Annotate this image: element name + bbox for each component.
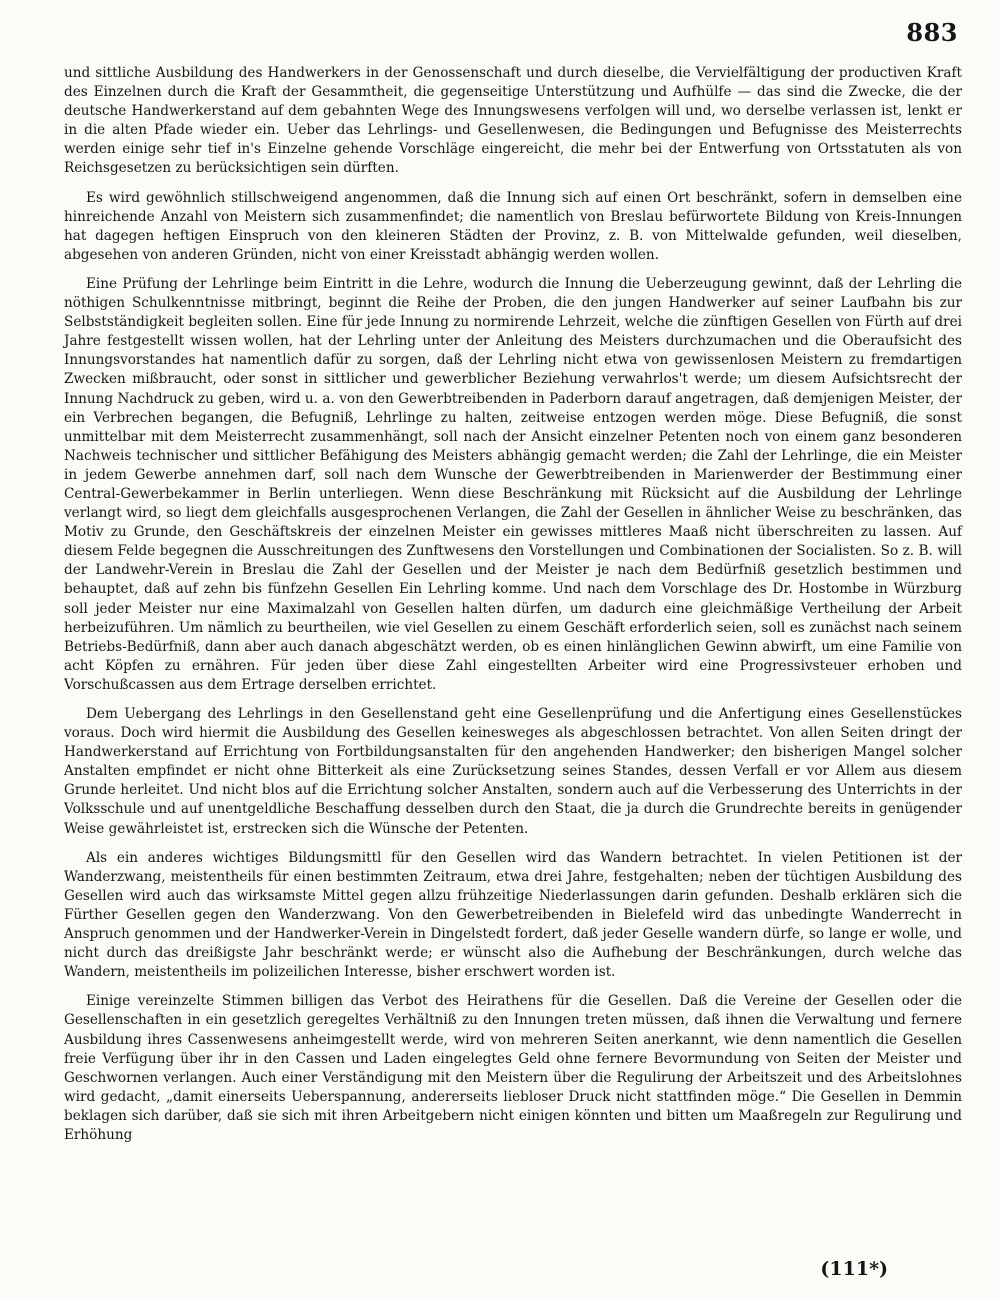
- signature-mark: (111*): [820, 1258, 888, 1280]
- paragraph: Eine Prüfung der Lehrlinge beim Eintritt in die Lehre, wodurch die Innung die Ueberzeugung gewinnt, daß der Lehrling die nöthigen Schulkenntnisse mitbringt, beginnt die Reihe der Proben, die den jungen Handwerker auf seiner Laufbahn bis zur Selbstständigkeit begleiten sollen. Eine für jede Innung zu normirende Lehrzeit, welche die zünftigen Gesellen von Fürth auf drei Jahre festgestellt wissen wollen, hat der Lehrling unter der Anleitung des Meisters durchzumachen und die Oberaufsicht des Innungsvorstandes hat namentlich dafür zu sorgen, daß der Lehrling nicht etwa von gewissenlosen Meistern zu fremdartigen Zwecken mißbraucht, oder sonst in sittlicher und gewerblicher Beziehung verwahrlos't werde; um diesem Aufsichtsrecht der Innung Nachdruck zu geben, wird u. a. von den Gewerbtreibenden in Paderborn darauf angetragen, daß demjenigen Meister, der ein Verbrechen begangen, die Befugniß, Lehrlinge zu halten, zeitweise entzogen werden möge. Diese Befugniß, die sonst unmittelbar mit dem Meisterrecht zusammenhängt, soll nach der Ansicht einzelner Petenten noch von einem ganz besonderen Nachweis technischer und sittlicher Befähigung des Meisters abhängig gemacht werden; die Zahl der Lehrlinge, die ein Meister in jedem Gewerbe annehmen darf, soll nach dem Wunsche der Gewerbtreibenden in Marienwerder der Bestimmung einer Central-Gewerbekammer in Berlin unterliegen. Wenn diese Beschränkung mit Rücksicht auf die Ausbildung der Lehrlinge verlangt wird, so liegt dem gleichfalls ausgesprochenen Verlangen, die Zahl der Gesellen in ähnlicher Weise zu beschränken, das Motiv zu Grunde, den Geschäftskreis der einzelnen Meister ein gewisses mittleres Maaß nicht überschreiten zu lassen. Auf diesem Felde begegnen die Ausschreitungen des Zunftwesens den Vorstellungen und Combinationen der Socialisten. So z. B. will der Landwehr-Verein in Breslau die Zahl der Gesellen und der Meister je nach dem Bedürfniß gesetzlich bestimmen und behauptet, daß auf zehn bis fünfzehn Gesellen Ein Lehrling komme. Und nach dem Vorschlage des Dr. Hostombe in Würzburg soll jeder Meister nur eine Maximalzahl von Gesellen halten dürfen, um dadurch eine gleichmäßige Vertheilung der Arbeit herbeizuführen. Um nämlich zu beurtheilen, wie viel Gesellen zu einem Geschäft erforderlich seien, soll es zunächst nach seinem Betriebs-Bedürfniß, dann aber auch danach abgeschätzt werden, ob es einen hinlänglichen Gewinn abwirft, um eine Familie von acht Köpfen zu ernähren. Für jeden über diese Zahl eingestellten Arbeiter wird eine Progressivsteuer erhoben und Vorschußcassen aus dem Ertrage derselben errichtet.: [64, 275, 962, 693]
- paragraph: Dem Uebergang des Lehrlings in den Gesellenstand geht eine Gesellenprüfung und die Anfertigung eines Gesellenstückes voraus. Doch wird hiermit die Ausbildung des Gesellen keinesweges als abgeschlossen betrachtet. Von allen Seiten dringt der Handwerkerstand auf Errichtung von Fortbildungsanstalten für den angehenden Handwerker; den bisherigen Mangel solcher Anstalten empfindet er nicht ohne Bitterkeit als eine Zurücksetzung seines Standes, dessen Verfall er vor Allem aus diesem Grunde herleitet. Und nicht blos auf die Errichtung solcher Anstalten, sondern auch auf die Verbesserung des Unterrichts in der Volksschule und auf unentgeldliche Beschaffung desselben durch den Staat, die ja durch die Grundrechte bereits in genügender Weise gewährleistet ist, erstrecken sich die Wünsche der Petenten.: [64, 706, 962, 837]
- paragraph: Einige vereinzelte Stimmen billigen das Verbot des Heirathens für die Gesellen. Daß die Vereine der Gesellen oder die Gesellenschaften in ein gesetzlich geregeltes Verhältniß zu den Innungen treten müssen, daß ihnen die Verwaltung und fernere Ausbildung ihres Cassenwesens anheimgestellt werde, wird von mehreren Seiten anerkannt, wie denn namentlich die Gesellen freie Verfügung über ihr in den Cassen und Laden eingelegtes Geld ohne fernere Bevormundung von Seiten der Meister und Geschwornen verlangen. Auch einer Verständigung mit den Meistern über die Regulirung der Arbeitszeit und des Arbeitslohnes wird gedacht, „damit einerseits Ueberspannung, andererseits liebloser Druck nicht stattfinden möge.“ Die Gesellen in Demmin beklagen sich darüber, daß sie sich mit ihren Arbeitgebern nicht einigen könnten und bitten um Maaßregeln zur Regulirung und Erhöhung: [64, 993, 962, 1143]
- page-number: 883: [906, 18, 958, 47]
- paragraph: Als ein anderes wichtiges Bildungsmittl für den Gesellen wird das Wandern betrachtet. In vielen Petitionen ist der Wanderzwang, meistentheils für einen bestimmten Zeitraum, etwa drei Jahre, festgehalten; neben der tüchtigen Ausbildung des Gesellen wird auch das wirksamste Mittel gegen allzu frühzeitige Niederlassungen darin gefunden. Deshalb erklären sich die Fürther Gesellen gegen den Wanderzwang. Von den Gewerbetreibenden in Bielefeld wird das unbedingte Wanderrecht in Anspruch genommen und der Handwerker-Verein in Dingelstedt fordert, daß jeder Geselle wandern dürfe, so lange er wolle, und nicht durch das dreißigste Jahr beschränkt werde; er wünscht also die Aufhebung der Beschränkungen, durch welche das Wandern, meistentheils im polizeilichen Interesse, bisher erschwert worden ist.: [64, 849, 962, 981]
- paragraph: Es wird gewöhnlich stillschweigend angenommen, daß die Innung sich auf einen Ort beschränkt, sofern in demselben eine hinreichende Anzahl von Meistern sich zusammenfindet; die namentlich von Breslau befürwortete Bildung von Kreis-Innungen hat dagegen heftigen Einspruch von den kleineren Städten der Provinz, z. B. von Mittelwalde gefunden, weil dieselben, abgesehen von anderen Gründen, nicht von einer Kreisstadt abhängig werden wollen.: [64, 189, 962, 263]
- text-column: [64, 64, 962, 1155]
- paragraph: und sittliche Ausbildung des Handwerkers in der Genossenschaft und durch dieselbe, die Vervielfältigung der productiven Kraft des Einzelnen durch die Kraft der Gesammtheit, die gegenseitige Unterstützung und Aufhülfe — das sind die Zwecke, die der deutsche Handwerkerstand auf dem gebahnten Wege des Innungswesens verfolgen will und, wo derselbe verlassen ist, lenkt er in die alten Pfade wieder ein. Ueber das Lehrlings- und Gesellenwesen, die Bedingungen und Befugnisse des Meisterrechts werden einige sehr tief in's Einzelne gehende Vorschläge eingereicht, die mehr bei der Entwerfung von Ortsstatuten als von Reichsgesetzen zu berücksichtigen sein dürften.: [64, 65, 962, 177]
